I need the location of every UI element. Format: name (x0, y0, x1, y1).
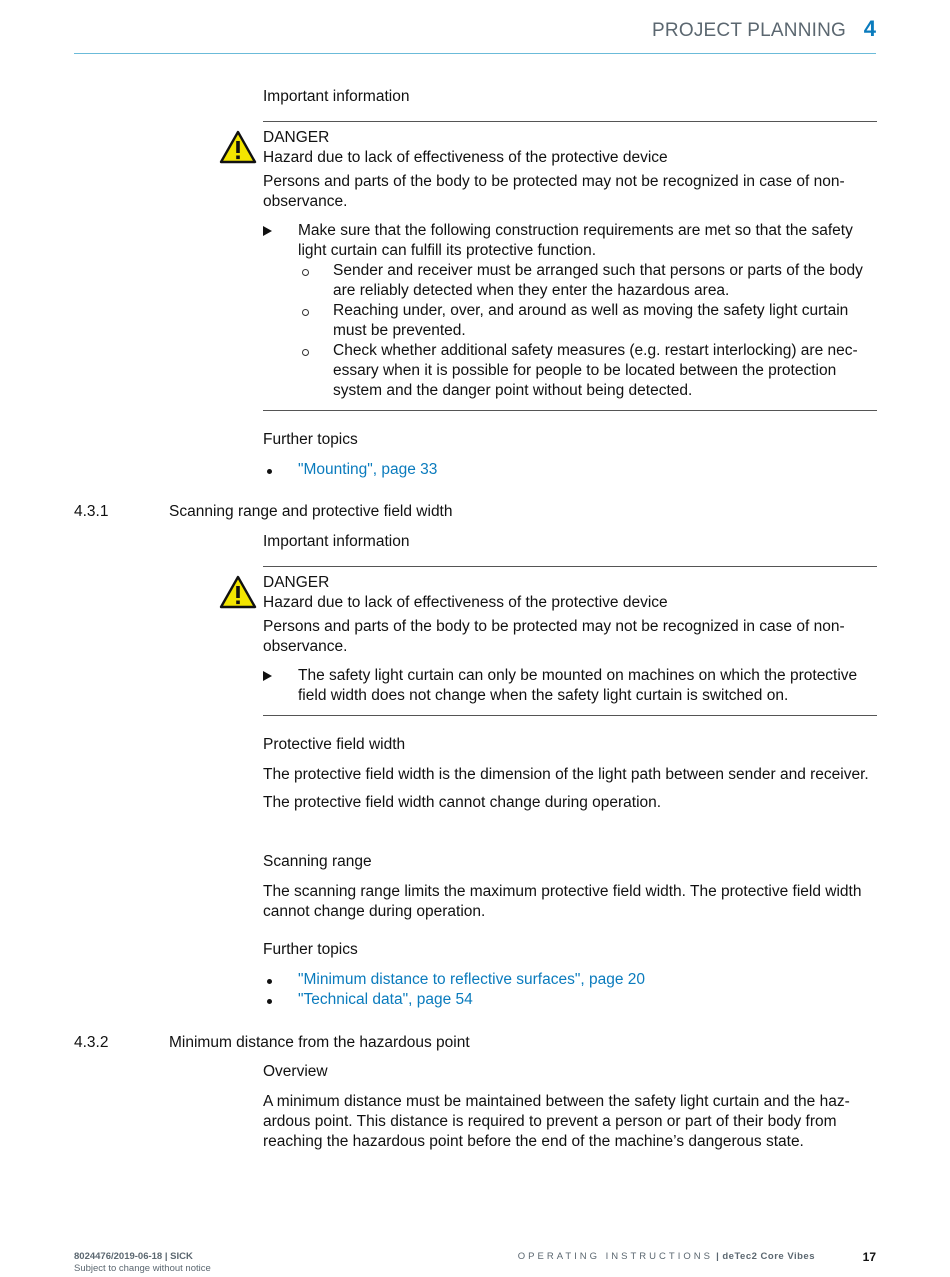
protective-paragraph-1: The protective field width is the dimension of the light path between sender and receiver. (263, 766, 869, 783)
protective-heading: Protective field width (263, 736, 406, 753)
circle-bullet-icon (302, 309, 309, 316)
scanning-heading: Scanning range (263, 853, 372, 870)
protective-paragraph-2: The protective field width cannot change during operation. (263, 794, 662, 811)
scanning-range-section (263, 852, 877, 922)
footer-doc-info (74, 1251, 211, 1275)
overview-heading: Overview (263, 1063, 328, 1080)
warning-triangle-icon (219, 575, 257, 609)
danger-box-2 (263, 566, 877, 716)
section-title: Minimum distance from the hazardous point (169, 1034, 470, 1051)
section-number: 4.3.2 (74, 1034, 109, 1051)
danger-label: DANGER (263, 129, 330, 146)
footer-notice: Subject to change without notice (74, 1263, 211, 1274)
further-topic-link[interactable]: "Mounting", page 33 (263, 460, 877, 480)
circle-bullet-icon (302, 269, 309, 276)
section-title: Scanning range and protective field width (169, 503, 453, 520)
footer-product (518, 1251, 815, 1262)
chapter-title: PROJECT PLANNING (652, 20, 846, 41)
bullet-dot-icon (267, 999, 272, 1004)
overview-section (263, 1062, 877, 1152)
chapter-number: 4 (863, 16, 876, 41)
further-topics-2 (263, 940, 877, 1010)
further-topics-heading: Further topics (263, 941, 358, 958)
danger-box-1 (263, 121, 877, 411)
footer-product-name: | deTec2 Core Vibes (716, 1251, 815, 1262)
sub-list-item: Check whether additional safety measures (e.g. restart interlocking) are nec-essary when it is possible for people to be located between the protection system and the danger point without being detected. (298, 341, 877, 401)
footer-doc-id: 8024476/2019-06-18 | SICK (74, 1251, 193, 1262)
footer-doc-type: OPERATING INSTRUCTIONS (517, 1251, 713, 1262)
danger-hazard: Hazard due to lack of effectiveness of the protective device (263, 149, 668, 166)
danger-consequence: Persons and parts of the body to be protected may not be recognized in case of non-observance. (263, 618, 845, 655)
further-topics-heading: Further topics (263, 431, 358, 448)
danger-action: The safety light curtain can only be mounted on machines on which the protective field width does not change when the safety light curtain is switched on. (263, 666, 877, 706)
further-topic-link[interactable]: "Minimum distance to reflective surfaces", page 20 (263, 970, 877, 990)
further-topic-link[interactable]: "Technical data", page 54 (263, 990, 877, 1010)
scanning-paragraph: The scanning range limits the maximum protective field width. The protective field width cannot change during operation. (263, 883, 862, 920)
danger-action: Make sure that the following construction requirements are met so that the safety light curtain can fulfill its protective function. (263, 221, 877, 261)
danger-label: DANGER (263, 574, 330, 591)
sub-list-item: Sender and receiver must be arranged such that persons or parts of the body are reliably detected when they enter the hazardous area. (298, 261, 877, 301)
sub-list (263, 261, 877, 401)
bullet-dot-icon (267, 469, 272, 474)
important-info-heading-1: Important information (263, 88, 410, 105)
arrow-bullet-icon (263, 226, 272, 236)
sub-list-item: Reaching under, over, and around as well as moving the safety light curtain must be prevented. (298, 301, 877, 341)
page-number: 17 (862, 1250, 876, 1264)
important-info-heading-2: Important information (263, 533, 410, 550)
protective-field-section (263, 735, 877, 813)
overview-paragraph: A minimum distance must be maintained between the safety light curtain and the haz-ardous point. This distance is required to prevent a person or part of their body from reaching the hazardous point before the end of the machine’s dangerous state. (263, 1093, 850, 1150)
section-number: 4.3.1 (74, 503, 109, 520)
arrow-bullet-icon (263, 671, 272, 681)
page-header (74, 16, 876, 54)
warning-triangle-icon (219, 130, 257, 164)
circle-bullet-icon (302, 349, 309, 356)
further-topics-1 (263, 430, 877, 480)
danger-consequence: Persons and parts of the body to be protected may not be recognized in case of non-observance. (263, 173, 845, 210)
bullet-dot-icon (267, 979, 272, 984)
danger-hazard: Hazard due to lack of effectiveness of the protective device (263, 594, 668, 611)
